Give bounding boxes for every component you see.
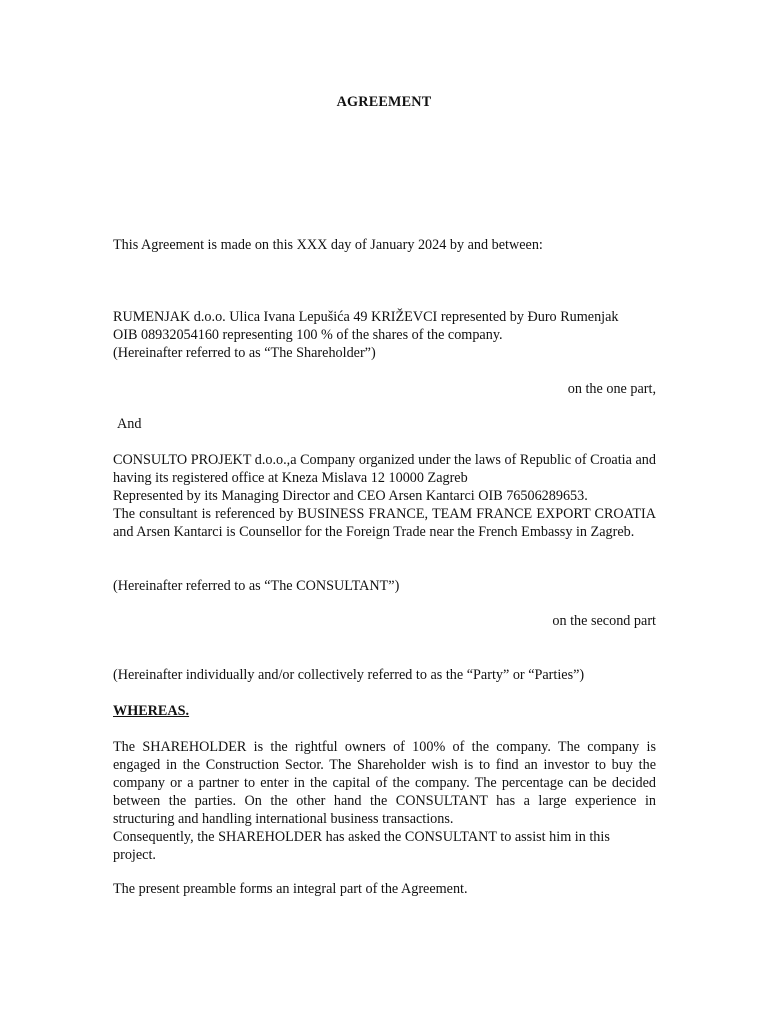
collective-reference: (Hereinafter individually and/or collectively referred to as the “Party” or “Parties”): [113, 667, 585, 683]
party2-paragraph: CONSULTO PROJEKT d.o.o.,a Company organized under the laws of Republic of Croatia and having its registered office at Kneza Mislava 12 10000 Zagreb: [113, 452, 656, 486]
and-label: And: [117, 416, 142, 432]
party2-block: [113, 451, 656, 541]
party2-hereinafter: (Hereinafter referred to as “The CONSULTANT”): [113, 578, 400, 594]
second-part-label: on the second part: [552, 613, 656, 629]
preamble-statement: The present preamble forms an integral part of the Agreement.: [113, 881, 468, 897]
one-part-label: on the one part,: [567, 381, 656, 397]
intro-paragraph: This Agreement is made on this XXX day of January 2024 by and between:: [113, 237, 543, 253]
party2-represented: Represented by its Managing Director and CEO Arsen Kantarci OIB 76506289653.: [113, 488, 588, 504]
whereas-heading: WHEREAS.: [113, 703, 190, 719]
whereas-paragraph-1: The SHAREHOLDER is the rightful owners of 100% of the company. The company is engaged in the Construction Sector. The Shareholder wish is to find an investor to buy the company or a partner to enter in the capital of the company. The percentage can be decided between the parties. On the other hand the CONSULTANT has a large experience in structuring and handling international business transactions.: [113, 739, 656, 827]
party1-block: [113, 308, 656, 362]
party2-reference: The consultant is referenced by BUSINESS FRANCE, TEAM FRANCE EXPORT CROATIA and Arsen Kantarci is Counsellor for the Foreign Trade near the French Embassy in Zagreb.: [113, 506, 656, 540]
party1-line-1: RUMENJAK d.o.o. Ulica Ivana Lepušića 49 KRIŽEVCI represented by Đuro Rumenjak: [113, 309, 619, 325]
document-title: AGREEMENT: [336, 94, 432, 110]
whereas-paragraph-2: Consequently, the SHAREHOLDER has asked the CONSULTANT to assist him in this project.: [113, 829, 610, 863]
party1-hereinafter: (Hereinafter referred to as “The Shareholder”): [113, 345, 376, 361]
party1-line-2: OIB 08932054160 representing 100 % of the shares of the company.: [113, 327, 503, 343]
whereas-block: [113, 738, 656, 864]
